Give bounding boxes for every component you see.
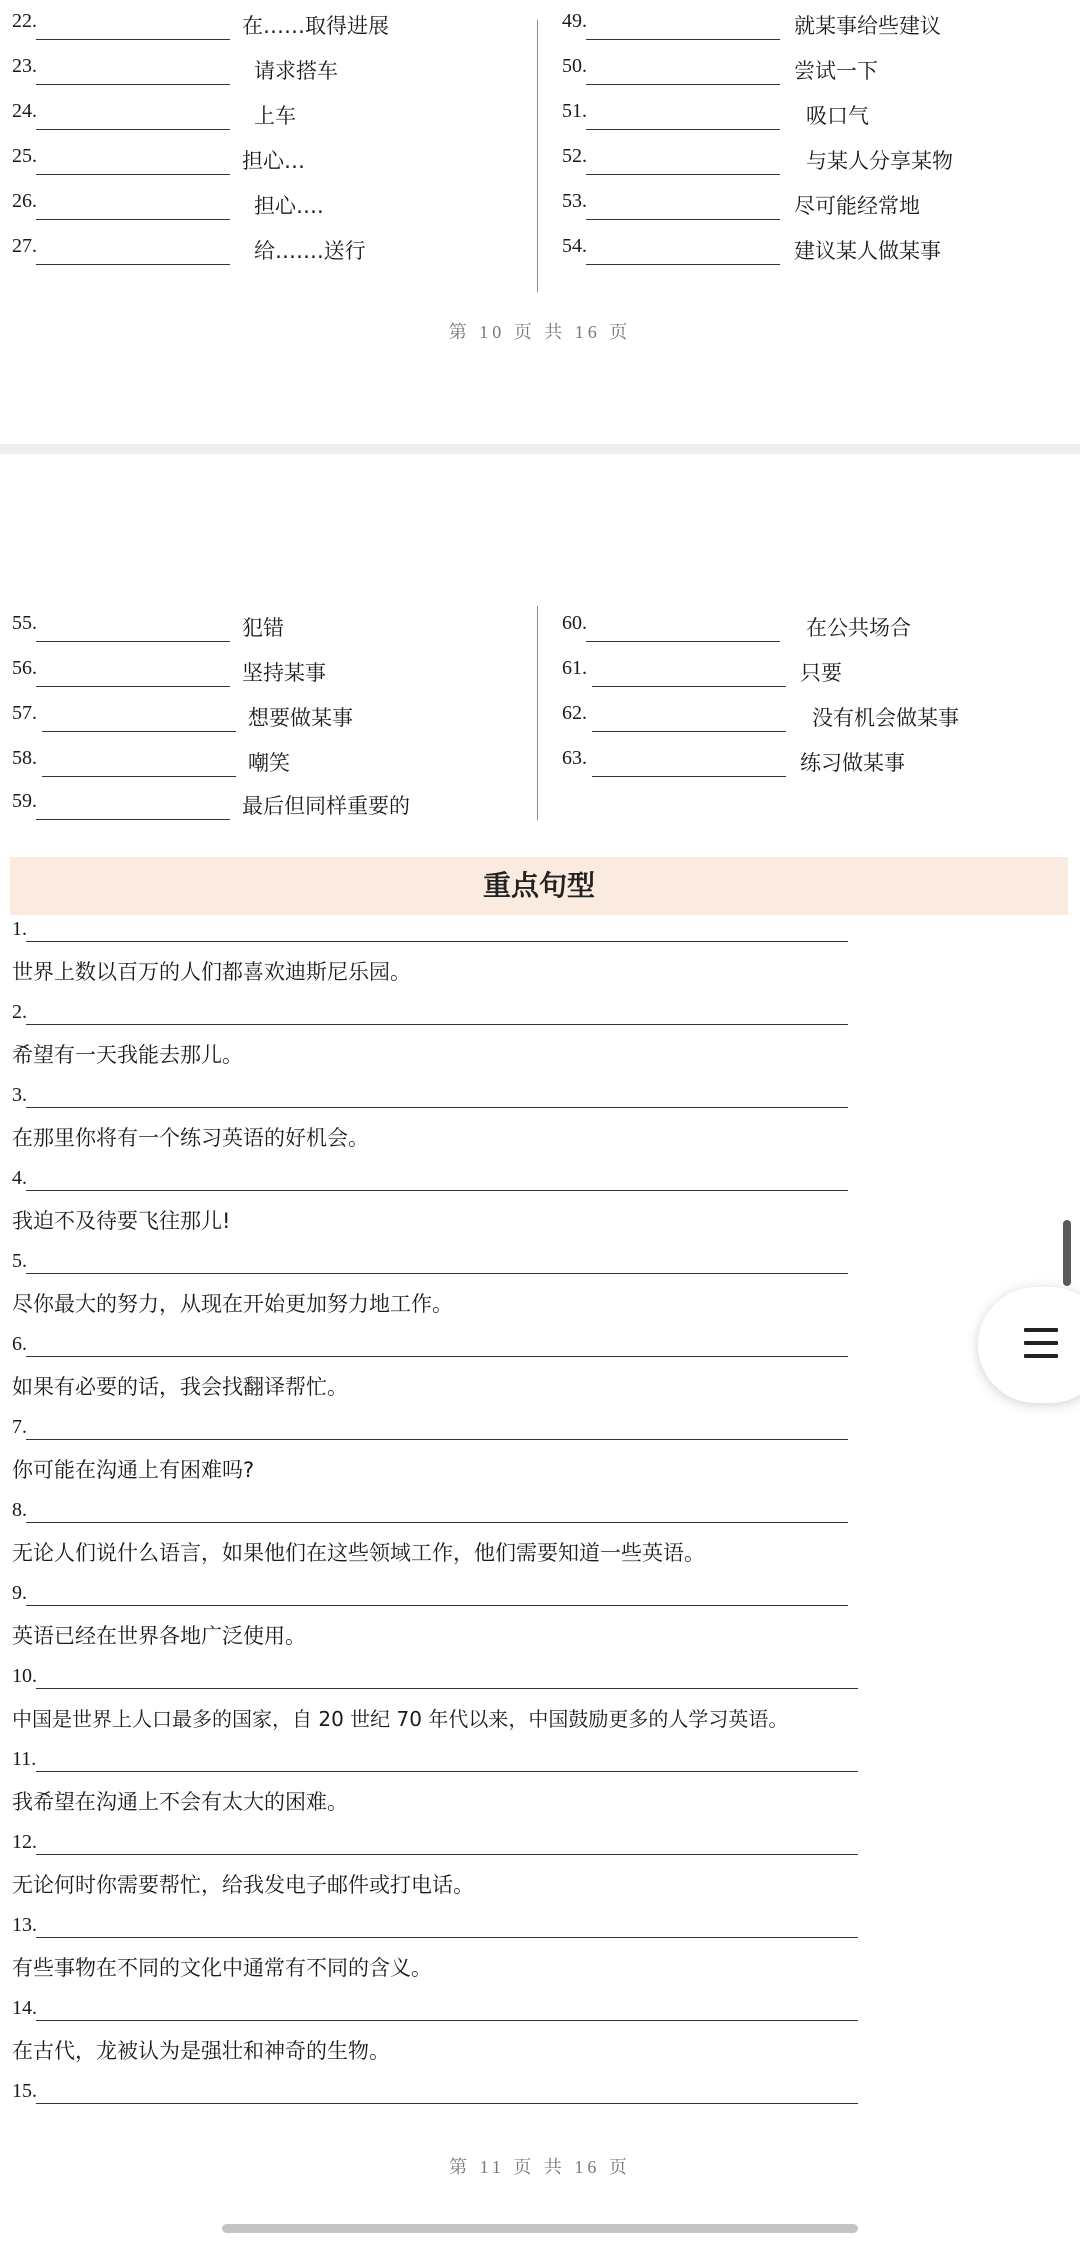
answer-blank[interactable] bbox=[592, 686, 786, 687]
page-separator bbox=[0, 444, 1080, 454]
answer-blank[interactable] bbox=[36, 219, 230, 220]
answer-blank[interactable] bbox=[36, 2103, 858, 2104]
answer-blank[interactable] bbox=[26, 1107, 848, 1108]
page-footer: 第 11 页 共 16 页 bbox=[449, 2157, 631, 2177]
answer-blank[interactable] bbox=[36, 264, 230, 265]
section-banner bbox=[10, 857, 1068, 915]
answer-blank[interactable] bbox=[26, 1439, 848, 1440]
answer-blank[interactable] bbox=[586, 84, 780, 85]
answer-blank[interactable] bbox=[586, 39, 780, 40]
column-divider bbox=[537, 20, 538, 292]
answer-blank[interactable] bbox=[36, 1771, 858, 1772]
answer-blank[interactable] bbox=[26, 1190, 848, 1191]
scrollbar-thumb[interactable] bbox=[1063, 1220, 1071, 1286]
section-title: 重点句型 bbox=[482, 869, 595, 902]
answer-blank[interactable] bbox=[36, 1688, 858, 1689]
answer-blank[interactable] bbox=[26, 1273, 848, 1274]
answer-blank[interactable] bbox=[26, 1356, 848, 1357]
column-divider bbox=[537, 606, 538, 820]
hamburger-menu-icon bbox=[1024, 1328, 1058, 1358]
answer-blank[interactable] bbox=[36, 39, 230, 40]
answer-blank[interactable] bbox=[36, 1854, 858, 1855]
answer-blank[interactable] bbox=[26, 1522, 848, 1523]
answer-blank[interactable] bbox=[36, 84, 230, 85]
answer-blank[interactable] bbox=[36, 174, 230, 175]
answer-blank[interactable] bbox=[586, 641, 780, 642]
answer-blank[interactable] bbox=[586, 174, 780, 175]
answer-blank[interactable] bbox=[586, 264, 780, 265]
answer-blank[interactable] bbox=[26, 941, 848, 942]
answer-blank[interactable] bbox=[36, 686, 230, 687]
answer-blank[interactable] bbox=[36, 641, 230, 642]
answer-blank[interactable] bbox=[36, 1937, 858, 1938]
home-indicator[interactable] bbox=[222, 2224, 858, 2233]
answer-blank[interactable] bbox=[586, 219, 780, 220]
answer-blank[interactable] bbox=[586, 129, 780, 130]
answer-blank[interactable] bbox=[42, 776, 236, 777]
answer-blank[interactable] bbox=[36, 129, 230, 130]
answer-blank[interactable] bbox=[42, 731, 236, 732]
answer-blank[interactable] bbox=[26, 1605, 848, 1606]
answer-blank[interactable] bbox=[592, 776, 786, 777]
answer-blank[interactable] bbox=[592, 731, 786, 732]
page-footer: 第 10 页 共 16 页 bbox=[448, 322, 632, 342]
answer-blank[interactable] bbox=[26, 1024, 848, 1025]
menu-button[interactable] bbox=[978, 1287, 1080, 1403]
answer-blank[interactable] bbox=[36, 2020, 858, 2021]
answer-blank[interactable] bbox=[36, 819, 230, 820]
